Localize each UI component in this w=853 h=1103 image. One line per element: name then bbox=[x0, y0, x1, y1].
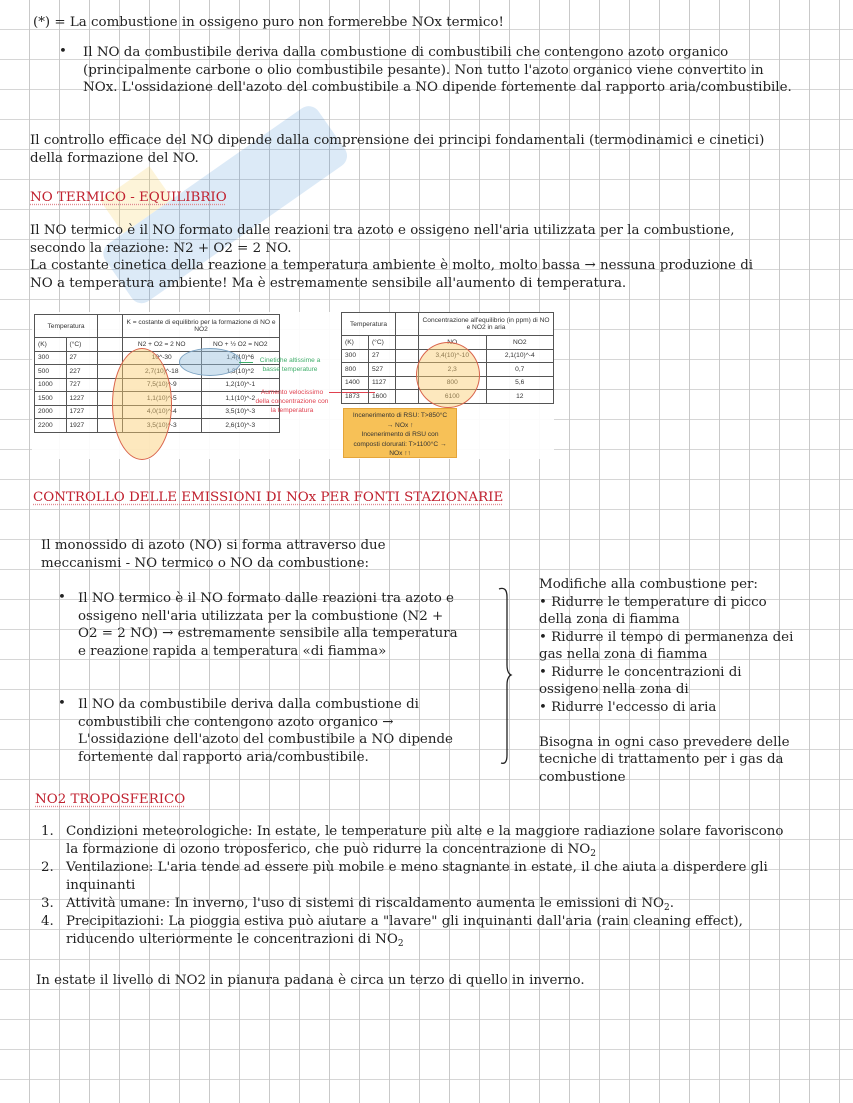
list-item bbox=[66, 823, 784, 863]
text-line: Incenerimento di RSU: T>850°C bbox=[352, 412, 448, 419]
cell: 800 bbox=[419, 376, 487, 390]
cell: 2,3 bbox=[419, 363, 487, 377]
text-line: Bisogna in ogni caso prevedere delle bbox=[539, 734, 790, 750]
text-line: Il NO da combustibile deriva dalla combustione di bbox=[78, 697, 419, 712]
text-line: meccanismi - NO termico o NO da combustione: bbox=[41, 555, 370, 571]
cell: 1,1(10)^-5 bbox=[123, 392, 202, 406]
cell: 10^-30 bbox=[123, 351, 202, 365]
text-line: NOx. L'ossidazione dell'azoto del combustibile a NO dipende fortemente dal rapporto aria/combustibile. bbox=[83, 80, 792, 95]
cell: 1600 bbox=[368, 390, 395, 404]
cell: 3,4(10)^-10 bbox=[419, 349, 487, 363]
heading-no-termico: NO TERMICO - EQUILIBRIO bbox=[30, 190, 227, 205]
cell: 1500 bbox=[35, 392, 67, 406]
cell: 727 bbox=[66, 378, 98, 392]
text-line: • Ridurre l'eccesso di aria bbox=[539, 699, 717, 715]
text-span: Attività umane: In inverno, l'uso di sistemi di riscaldamento aumenta le emissioni di NO bbox=[66, 896, 665, 911]
text-line: Precipitazioni: La pioggia estiva può aiutare a "lavare" gli inquinanti dall'aria (rain cleaning effect), bbox=[66, 914, 743, 929]
curly-brace-icon bbox=[497, 585, 515, 767]
text-line: → NOx ↑ bbox=[386, 421, 414, 429]
equilibrium-figure bbox=[32, 312, 554, 459]
th-empty bbox=[98, 315, 123, 338]
text-line: Il NO termico è il NO formato dalle reazioni tra azoto e ossigeno nell'aria utilizzata per la combustione, bbox=[30, 223, 735, 238]
cell: 3,5(10)^-3 bbox=[123, 419, 202, 433]
subscript: 2 bbox=[664, 903, 670, 913]
text-line: Il NO da combustibile deriva dalla combustione di combustibili che contengono azoto organico bbox=[83, 45, 729, 60]
cell: 0,7 bbox=[486, 363, 554, 377]
highlight-ellipse-blue bbox=[179, 348, 241, 376]
th-k-unit: (K) bbox=[342, 336, 369, 350]
subscript: 2 bbox=[590, 848, 596, 859]
highlight-circle-orange bbox=[416, 342, 480, 408]
bullet-icon: • bbox=[58, 696, 66, 711]
text-line: della formazione del NO. bbox=[30, 150, 199, 166]
cell: 7,5(10)^-9 bbox=[123, 378, 202, 392]
th-no2: NO2 bbox=[486, 336, 554, 350]
arrow-icon bbox=[239, 362, 253, 363]
cell: 3,5(10)^-3 bbox=[201, 405, 280, 419]
cell: 2000 bbox=[35, 405, 67, 419]
cell bbox=[396, 376, 419, 390]
spacer bbox=[539, 716, 793, 734]
cell: 5,6 bbox=[486, 376, 554, 390]
text-line: combustibili che contengono azoto organico → bbox=[78, 714, 394, 730]
thermal-paragraph bbox=[30, 222, 753, 292]
th-c-unit: (°C) bbox=[66, 338, 98, 352]
fuel-no-bullet-2 bbox=[78, 696, 453, 766]
cell: 527 bbox=[368, 363, 395, 377]
footnote: (*) = La combustione in ossigeno puro non formerebbe NOx termico! bbox=[33, 15, 504, 30]
list-number: 1. bbox=[41, 824, 54, 839]
cell: 27 bbox=[66, 351, 98, 365]
text-line: della zona di fiamma bbox=[539, 612, 680, 627]
text-span: riducendo ulteriormente le concentrazioni di NO bbox=[66, 931, 398, 947]
text-line: e reazione rapida a temperatura «di fiamma» bbox=[78, 643, 387, 659]
no2-conclusion: In estate il livello di NO2 in pianura padana è circa un terzo di quello in inverno. bbox=[36, 973, 585, 988]
cell: 12 bbox=[486, 390, 554, 404]
th-empty bbox=[396, 313, 419, 336]
list-number: 4. bbox=[41, 914, 54, 929]
text-line: inquinanti bbox=[66, 877, 136, 893]
list-number: 2. bbox=[41, 860, 54, 875]
text-span: la formazione di ozono troposferico, che può ridurre la concentrazione di NO bbox=[66, 841, 591, 857]
cell: 1227 bbox=[66, 392, 98, 406]
bullet-icon: • bbox=[58, 590, 66, 605]
text-line: • Ridurre le temperature di picco bbox=[539, 594, 767, 610]
cell: 2200 bbox=[35, 419, 67, 433]
text-line: Ventilazione: L'aria tende ad essere più mobile e meno stagnante in estate, il che aiuta a disperdere gli bbox=[66, 860, 768, 875]
cell: 227 bbox=[66, 365, 98, 379]
control-intro bbox=[41, 537, 386, 572]
th-reaction-2: NO + ½ O2 = NO2 bbox=[201, 338, 280, 352]
th-concentration: Concentrazione all'equilibrio (in ppm) di NO e NO2 in aria bbox=[419, 313, 554, 336]
cell: 800 bbox=[342, 363, 369, 377]
cell: 2,6(10)^-3 bbox=[201, 419, 280, 433]
th-no: NO bbox=[419, 336, 487, 350]
cell: 1,3(10)^2 bbox=[201, 365, 280, 379]
control-paragraph bbox=[30, 132, 764, 167]
text-line: fortemente dal rapporto aria/combustibile. bbox=[78, 749, 369, 765]
cell: 1,1(10)^-2 bbox=[201, 392, 280, 406]
text-line: gas nella zona di fiamma bbox=[539, 647, 708, 662]
combustion-modifications-notes bbox=[539, 576, 793, 786]
cell: 1127 bbox=[368, 376, 395, 390]
text-line bbox=[66, 931, 743, 954]
fuel-no-bullet bbox=[83, 44, 792, 97]
text-line: combustione bbox=[539, 769, 626, 785]
cell: 27 bbox=[368, 349, 395, 363]
text-line: • Ridurre il tempo di permanenza dei bbox=[539, 629, 794, 645]
text-line: Il NO termico è il NO formato dalle reazioni tra azoto e bbox=[78, 591, 454, 606]
highlight-ellipse-orange bbox=[112, 348, 172, 460]
cell: 1000 bbox=[35, 378, 67, 392]
text-span: . bbox=[669, 896, 675, 911]
cell: 6100 bbox=[419, 390, 487, 404]
list-item bbox=[66, 859, 768, 894]
text-line: L'ossidazione dell'azoto del combustibile a NO dipende bbox=[78, 732, 453, 747]
th-temperature: Temperatura bbox=[342, 313, 396, 336]
cell: 2,7(10)^-18 bbox=[123, 365, 202, 379]
text-line: • Ridurre le concentrazioni di bbox=[539, 664, 742, 680]
cell bbox=[396, 390, 419, 404]
cell bbox=[396, 349, 419, 363]
increase-note: Aumento velocissimo della concentrazione con la temperatura bbox=[255, 389, 329, 414]
th-k-unit: (K) bbox=[35, 338, 67, 352]
cell: 1727 bbox=[66, 405, 98, 419]
th-temperature: Temperatura bbox=[35, 315, 98, 338]
cell: 500 bbox=[35, 365, 67, 379]
cell bbox=[98, 351, 123, 365]
text-line: Incenerimento di RSU con bbox=[361, 431, 439, 439]
th-blank bbox=[98, 338, 123, 352]
heading-controllo-emissioni: CONTROLLO DELLE EMISSIONI DI NOx PER FONTI STAZIONARIE bbox=[33, 490, 504, 505]
thermal-no-bullet bbox=[78, 590, 458, 660]
text-line: Il monossido di azoto (NO) si forma attraverso due bbox=[41, 538, 386, 553]
heading-no2-troposferico: NO2 TROPOSFERICO bbox=[35, 792, 186, 807]
incineration-note-box bbox=[343, 408, 457, 458]
text-line: ossigeno nella zona di bbox=[539, 682, 689, 697]
cell: 2,1(10)^-4 bbox=[486, 349, 554, 363]
list-item bbox=[66, 913, 743, 953]
cell: 300 bbox=[342, 349, 369, 363]
text-line: NO a temperatura ambiente! Ma è estremamente sensibile all'aumento di temperatura. bbox=[30, 275, 627, 291]
cell: 1,4(10)^6 bbox=[201, 351, 280, 365]
th-blank bbox=[396, 336, 419, 350]
cell: 300 bbox=[35, 351, 67, 365]
text-line: ossigeno nell'aria utilizzata per la combustione (N2 + bbox=[78, 608, 444, 624]
text-line: Il controllo efficace del NO dipende dalla comprensione dei principi fondamentali (termodinamici e cinetici) bbox=[30, 133, 765, 148]
cell: 1,2(10)^-1 bbox=[201, 378, 280, 392]
text-line: NOx ↑↑ bbox=[389, 450, 411, 458]
text-line: O2 = 2 NO) → estremamente sensibile alla temperatura bbox=[78, 626, 458, 641]
list-number: 3. bbox=[41, 896, 54, 911]
text-line: secondo la reazione: N2 + O2 = 2 NO. bbox=[30, 240, 292, 256]
text-line: La costante cinetica della reazione a temperatura ambiente è molto, molto bassa → nessuna produzione di bbox=[30, 258, 754, 273]
cell: 1873 bbox=[342, 390, 369, 404]
cell: 1927 bbox=[66, 419, 98, 433]
text-line: (principalmente carbone o olio combustibile pesante). Non tutto l'azoto organico viene convertito in bbox=[83, 62, 764, 78]
text-line: tecniche di trattamento per i gas da bbox=[539, 752, 784, 767]
text-line: Modifiche alla combustione per: bbox=[539, 577, 758, 592]
cell: 4,0(10)^-4 bbox=[123, 405, 202, 419]
text-line: Condizioni meteorologiche: In estate, le temperature più alte e la maggiore radiazione solare favoriscono bbox=[66, 824, 784, 839]
th-c-unit: (°C) bbox=[368, 336, 395, 350]
cell: 1400 bbox=[342, 376, 369, 390]
th-reaction-1: N2 + O2 = 2 NO bbox=[123, 338, 202, 352]
th-k: K = costante di equilibrio per la formazione di NO e NO2 bbox=[123, 315, 280, 338]
text-line: composti clorurati: T>1100°C → bbox=[353, 440, 447, 448]
bullet-icon: • bbox=[59, 44, 67, 59]
subscript: 2 bbox=[397, 938, 404, 949]
kinetics-note: Cinetiche altissime a basse temperature bbox=[259, 357, 321, 373]
